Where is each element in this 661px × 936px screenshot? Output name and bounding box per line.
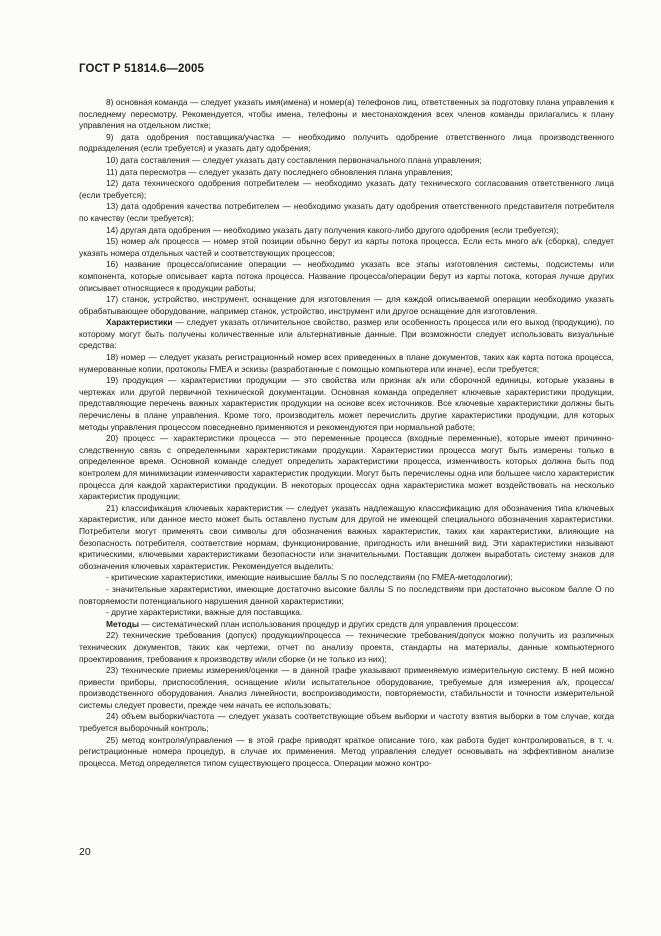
paragraph (79, 201, 614, 224)
paragraph (79, 352, 614, 375)
paragraph (79, 97, 614, 132)
paragraph (79, 711, 614, 734)
paragraph-text: — систематический план использования процедур и других средств для управления процессом: (139, 618, 519, 629)
paragraph (79, 317, 614, 352)
paragraph (79, 259, 614, 294)
paragraph-text: 20) процесс — характеристики процесса — это переменные процесса (входные переменные), которые имеют причинно-следственную связь с определенными характеристиками продукции. Характеристики процесса могут быть измерены только в определенное время. Основной команде следует определить характеристики процесса, изменчивость которых должна быть под контролем для минимизации изменчивости характеристик продукции. Могут быть перечислены одна или большее число характеристик процесса для каждой характеристики продукции. В некоторых процессах одна характеристика может воздействовать на несколько характеристик продукции; (79, 433, 614, 502)
standard-header: ГОСТ Р 51814.6—2005 (79, 63, 204, 75)
paragraph (79, 630, 614, 665)
paragraph-text: 17) станок, устройство, инструмент, оснащение для изготовления — для каждой описываемой операции необходимо указать обрабатывающее оборудование, например станок, устройство, инструмент или другое оснащение для изготовления. (79, 294, 614, 316)
paragraph (79, 375, 614, 433)
paragraph-text: 13) дата одобрения качества потребителем — необходимо указать дату одобрения ответственного представителя потребителя по качеству (если требуется); (79, 201, 614, 223)
paragraph-text: 11) дата пересмотра — следует указать дату последнего обновления плана управления; (106, 166, 453, 177)
paragraph-text: - значительные характеристики, имеющие достаточно высокие баллы S по последствиям при достаточно высоком балле О по повторяемости потенциального нарушения данной характеристики; (79, 583, 614, 606)
paragraph (79, 735, 614, 770)
paragraph-text: — следует указать отличительное свойство, размер или особенность процесса или его выход (продукцию), по которому могут быть получены количественные или альтернативные данные. При возможности следует использовать визуальные средства: (79, 317, 614, 351)
paragraph-text: 18) номер — следует указать регистрационный номер всех приведенных в плане документов, таких как карта потока процесса, нумерованные копии, протоколы FMEA и эскизы (разработанные с помощью компьютера или иначе), если требуется; (79, 352, 614, 374)
paragraph-text: 12) дата технического одобрения потребителем — необходимо указать дату технического согласования ответственного лица (если требуется); (79, 178, 614, 200)
paragraph-text: 14) другая дата одобрения — необходимо указать дату получения какого-либо другого одобрения (если требуется); (106, 224, 559, 235)
paragraph (79, 433, 614, 503)
paragraph-text: 8) основная команда — следует указать имя(имена) и номер(а) телефонов лиц, ответственных за подготовку плана управления к последнему пересмотру. Рекомендуется, чтобы имена, телефоны и местонахождения всех членов команды прилагались к плану управления на отдельном листке; (79, 97, 614, 131)
document-body (79, 97, 614, 769)
paragraph-text: 15) номер а/к процесса — номер этой позиции обычно берут из карты потока процесса. Если есть много а/к (сборка), следует указать номера отдельных частей и соответствующих процессов; (79, 236, 614, 258)
paragraph (79, 294, 614, 317)
paragraph-text: 24) объем выборки/частота — следует указать соответствующие объем выборки и частоту взятия выборки в том случае, когда требуется выборочный контроль; (79, 711, 614, 734)
paragraph-text: 19) продукция — характеристики продукции — это свойства или признак а/к или сборочной единицы, которые указаны в чертежах или другой первичной технической документации. Основная команда определяет ключевые характеристики продукции, представляющие перечень важных характеристик продукции на основе всех источников. Все ключевые характеристики должны быть перечислены в плане управления. Кроме того, производитель может перечислить другие характеристики продукции, для которых методы управления процессом повседневно применяются и рекомендуются при нормальной работе; (79, 375, 614, 432)
paragraph-text: 23) технические приемы измерения/оценки — в данной графе указывают применяемую измерительную систему. В ней можно привести приборы, приспособления, оснащение и/или испытательное оборудование, требуемые для измерения а/к, процесса/производственного оборудования. Анализ линейности, воспроизводимости, повторяемости, стабильности и точности измерительной системы следует провести, прежде чем начать ее использовать; (79, 665, 614, 710)
paragraph-text: 9) дата одобрения поставщика/участка — необходимо получить одобрение ответственного лица производственного подразделения (если требуется) и указать дату одобрения; (79, 131, 614, 154)
paragraph-lead: Характеристики (106, 317, 173, 328)
paragraph (79, 155, 614, 167)
paragraph (79, 619, 614, 631)
paragraph-text: - другие характеристики, важные для поставщика. (106, 607, 303, 618)
paragraph (79, 132, 614, 155)
paragraph (79, 607, 614, 619)
page-number: 20 (79, 846, 91, 858)
paragraph (79, 178, 614, 201)
paragraph (79, 584, 614, 607)
paragraph-text: 22) технические требования (допуск) продукции/процесса — технические требования/допуск можно получить из различных технических документов, таких как чертежи, отчет по анализу проекта, стандарты на материалы, данные компьютерного проектирования, требования к производству и/или сборке (и не только из них); (79, 630, 614, 664)
paragraph (79, 503, 614, 573)
paragraph-text: 25) метод контроля/управления — в этой графе приводят краткое описание того, как работа будет контролироваться, в т. ч. регистрационные номера процедур, в случае их применения. Метод управления следует основывать на эффективном анализе процесса. Метод определяется типом существующего процесса. Операции можно контро- (79, 734, 614, 768)
paragraph-text: 21) классификация ключевых характеристик — следует указать надлежащую классификацию для обозначения типа ключевых характеристик, или данное место может быть оставлено пустым для другой не имеющей специального обозначения характеристики. Потребители могут применять свои символы для обозначения важных характеристик, таких как характеристики, влияющие на безопасность потребителя, соответствие нормам, функционирование, пригодность или внешний вид. Эти характеристики называют критическими, ключевыми характеристиками безопасности или значительными. Поставщик должен выработать систему знаков для обозначения ключевых характеристик. Рекомендуется выделить: (79, 502, 614, 571)
paragraph (79, 167, 614, 179)
paragraph (79, 236, 614, 259)
paragraph (79, 225, 614, 237)
paragraph-text: - критические характеристики, имеющие наивысшие баллы S по последствиям (по FMEA-методологии); (106, 572, 513, 583)
paragraph (79, 572, 614, 584)
paragraph-lead: Методы (106, 618, 139, 629)
paragraph-text: 10) дата составления — следует указать дату составления первоначального плана управления; (106, 154, 482, 165)
paragraph-text: 16) название процесса/описание операции — необходимо указать все этапы изготовления системы, подсистемы или компонента, которые описывает карта потока процесса. Название процесса/операции берут из карты потока, которая лучше других описывает относящиеся к продукции работы; (79, 259, 614, 293)
paragraph (79, 665, 614, 711)
